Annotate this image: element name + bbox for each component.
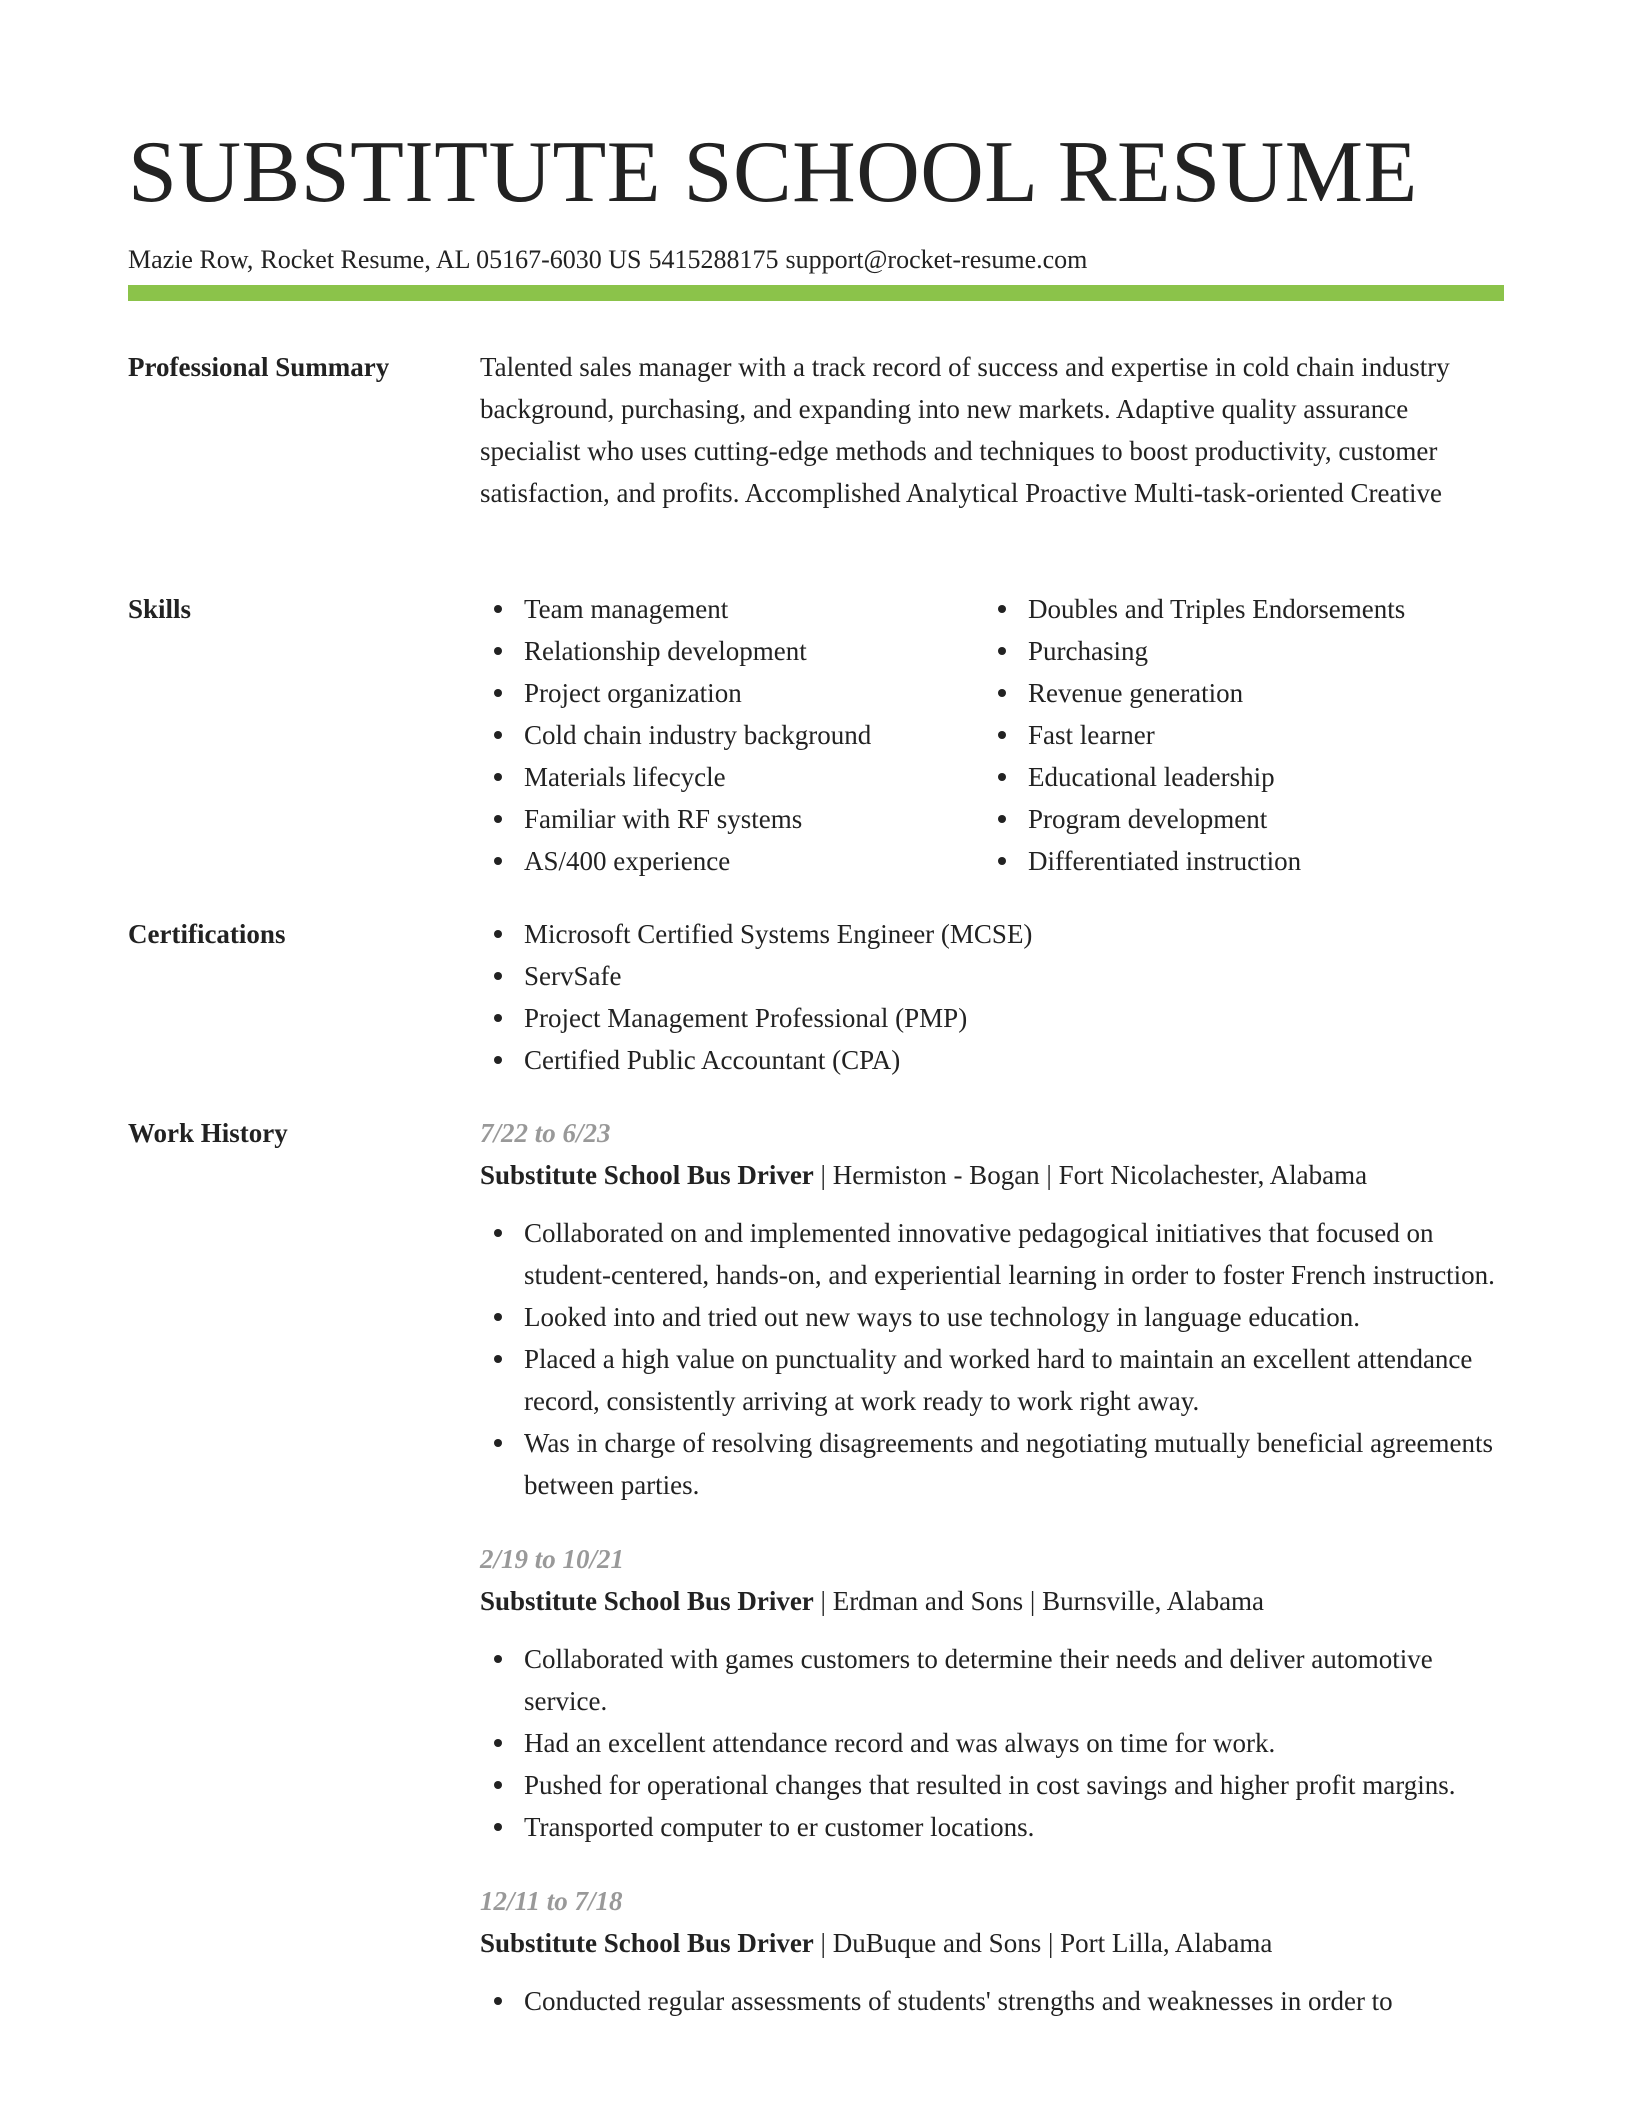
- certifications-list: [480, 913, 1504, 1081]
- section-label-work-history: Work History: [128, 1118, 288, 1148]
- job-bullet: Looked into and tried out new ways to use technology in language education.: [480, 1296, 1504, 1338]
- skill-item: Relationship development: [480, 630, 984, 672]
- contact-name: Mazie Row,: [128, 245, 254, 274]
- job-employer-location: | DuBuque and Sons | Port Lilla, Alabama: [813, 1928, 1273, 1958]
- skill-item: Cold chain industry background: [480, 714, 984, 756]
- job-bullet: Was in charge of resolving disagreements and negotiating mutually beneficial agreements between parties.: [480, 1422, 1504, 1506]
- job-bullets: [480, 1980, 1504, 2022]
- job-employer-location: | Hermiston - Bogan | Fort Nicolachester, Alabama: [813, 1160, 1368, 1190]
- job-bullet: Transported computer to er customer locations.: [480, 1806, 1504, 1848]
- skill-item: Revenue generation: [984, 672, 1488, 714]
- job-entry: [480, 1880, 1504, 2022]
- accent-divider: [128, 285, 1504, 301]
- job-bullet: Collaborated with games customers to determine their needs and deliver automotive service.: [480, 1638, 1504, 1722]
- work-history-body: [480, 1112, 1504, 2022]
- job-dates: 2/19 to 10/21: [480, 1544, 625, 1574]
- job-dates: 12/11 to 7/18: [480, 1886, 623, 1916]
- skill-item: Differentiated instruction: [984, 840, 1488, 882]
- job-title: Substitute School Bus Driver: [480, 1586, 814, 1616]
- job-entry: [480, 1112, 1504, 1506]
- job-title-line: [480, 1922, 1504, 1964]
- skill-item: AS/400 experience: [480, 840, 984, 882]
- section-label-summary: Professional Summary: [128, 352, 390, 382]
- job-dates: 7/22 to 6/23: [480, 1118, 611, 1148]
- skills-columns: [480, 588, 1504, 882]
- resume-header: [128, 118, 1504, 278]
- job-entry: [480, 1538, 1504, 1848]
- job-bullet: Conducted regular assessments of students' strengths and weaknesses in order to: [480, 1980, 1504, 2022]
- certification-item: Microsoft Certified Systems Engineer (MCSE): [480, 913, 1504, 955]
- job-title-line: [480, 1580, 1504, 1622]
- skills-body: [480, 588, 1504, 882]
- job-bullet: Had an excellent attendance record and was always on time for work.: [480, 1722, 1504, 1764]
- job-title-line: [480, 1154, 1504, 1196]
- job-bullet: Placed a high value on punctuality and worked hard to maintain an excellent attendance record, consistently arriving at work ready to work right away.: [480, 1338, 1504, 1422]
- certification-item: Certified Public Accountant (CPA): [480, 1039, 1504, 1081]
- certifications-body: [480, 913, 1504, 1081]
- contact-phone: 5415288175: [648, 245, 779, 274]
- contact-email: support@rocket-resume.com: [785, 245, 1088, 274]
- skill-item: Fast learner: [984, 714, 1488, 756]
- skill-item: Familiar with RF systems: [480, 798, 984, 840]
- skill-item: Materials lifecycle: [480, 756, 984, 798]
- page-title: SUBSTITUTE SCHOOL RESUME: [128, 124, 1418, 221]
- contact-line: [128, 242, 1504, 278]
- job-bullets: [480, 1212, 1504, 1506]
- job-title: Substitute School Bus Driver: [480, 1928, 814, 1958]
- contact-address: Rocket Resume, AL 05167-6030 US: [260, 245, 642, 274]
- skill-item: Doubles and Triples Endorsements: [984, 588, 1488, 630]
- job-title: Substitute School Bus Driver: [480, 1160, 814, 1190]
- section-label-certifications: Certifications: [128, 919, 286, 949]
- skill-item: Purchasing: [984, 630, 1488, 672]
- certification-item: ServSafe: [480, 955, 1504, 997]
- job-bullet: Pushed for operational changes that resulted in cost savings and higher profit margins.: [480, 1764, 1504, 1806]
- skill-item: Team management: [480, 588, 984, 630]
- summary-body: [480, 346, 1504, 514]
- job-bullet: Collaborated on and implemented innovative pedagogical initiatives that focused on student-centered, hands-on, and experiential learning in order to foster French instruction.: [480, 1212, 1504, 1296]
- job-bullets: [480, 1638, 1504, 1848]
- certification-item: Project Management Professional (PMP): [480, 997, 1504, 1039]
- job-employer-location: | Erdman and Sons | Burnsville, Alabama: [813, 1586, 1265, 1616]
- summary-text: Talented sales manager with a track record of success and expertise in cold chain industry background, purchasing, and expanding into new markets. Adaptive quality assurance specialist who uses cutting-edge methods and techniques to boost productivity, customer satisfaction, and profits. Accomplished Analytical Proactive Multi-task-oriented Creative: [480, 352, 1450, 508]
- skills-list-left: [480, 588, 984, 882]
- skill-item: Educational leadership: [984, 756, 1488, 798]
- skills-list-right: [984, 588, 1488, 882]
- section-label-skills: Skills: [128, 594, 192, 624]
- skill-item: Project organization: [480, 672, 984, 714]
- skill-item: Program development: [984, 798, 1488, 840]
